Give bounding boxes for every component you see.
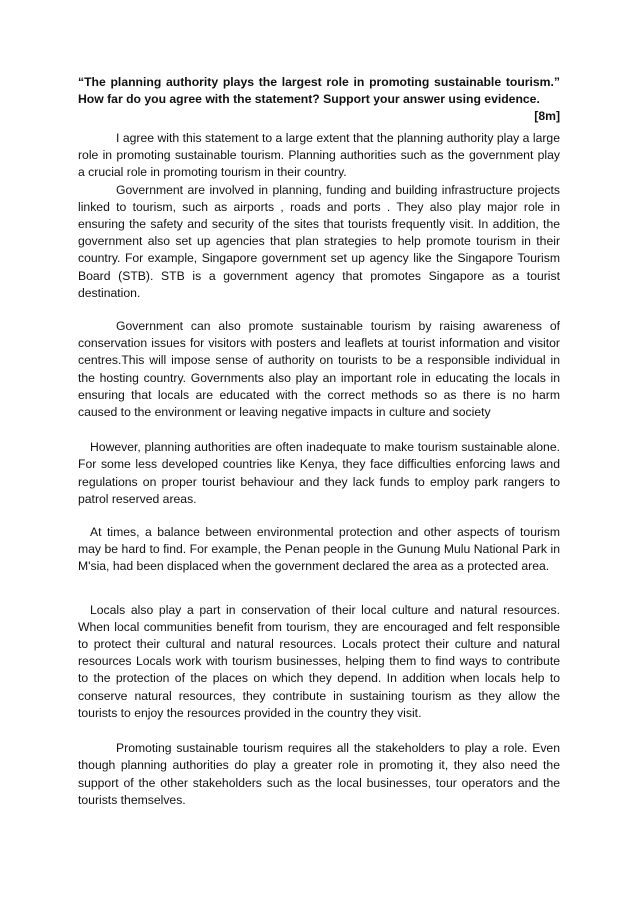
paragraph-government-role: Government are involved in planning, funding and building infrastructure projects linked to tourism, such as airports , roads and ports . They also play major role in ensuring the safety and security of the sites that tourists frequently visit. In addition, the government also set up agencies that plan strategies to help promote tourism in their country. For example, Singapore government set up agency like the Singapore Tourism Board (STB). STB is a government agency that promotes Singapore as a tourist destination. [78, 182, 560, 300]
paragraph-limitations: However, planning authorities are often inadequate to make tourism sustainable alone. For some less developed countries like Kenya, they face difficulties enforcing laws and regulations on proper tourist behaviour and they lack funds to employ park rangers to patrol reserved areas. [78, 440, 560, 506]
question-marks: [8m] [534, 109, 560, 123]
question-text: “The planning authority plays the largest role in promoting sustainable tourism.” How far do you agree with the statement? Support your answer using evidence. [78, 75, 560, 106]
essay-question [78, 74, 560, 123]
document-page [78, 74, 560, 809]
paragraph-conclusion: Promoting sustainable tourism requires all the stakeholders to play a role. Even though planning authorities do play a greater role in promoting it, they also need the support of the other stakeholders such as the local businesses, tour operators and the tourists themselves. [78, 741, 560, 807]
paragraph-locals: Locals also play a part in conservation of their local culture and natural resources. When local communities benefit from tourism, they are encouraged and felt responsible to protect their cultural and natural resources. Locals protect their culture and natural resources Locals work with tourism businesses, helping them to find ways to contribute to the protection of the places on which they depend. In addition when locals help to conserve natural resources, they contribute in sustaining tourism as they allow the tourists to enjoy the resources provided in the country they visit. [78, 602, 560, 720]
paragraph-balance: At times, a balance between environmental protection and other aspects of tourism may be hard to find. For example, the Penan people in the Gunung Mulu National Park in M'sia, had been displaced when the government declared the area as a protected area. [78, 525, 560, 574]
paragraph-intro: I agree with this statement to a large extent that the planning authority play a large role in promoting sustainable tourism. Planning authorities such as the government play a crucial role in promoting tourism in their country. [78, 131, 560, 180]
paragraph-awareness: Government can also promote sustainable tourism by raising awareness of conservation issues for visitors with posters and leaflets at tourist information and visitor centres.This will impose sense of authority on tourists to be a responsible individual in the hosting country. Governments also play an important role in educating the locals in ensuring that locals are educated with the correct methods so as there is no harm caused to the environment or leaving negative impacts in culture and society [78, 319, 560, 420]
